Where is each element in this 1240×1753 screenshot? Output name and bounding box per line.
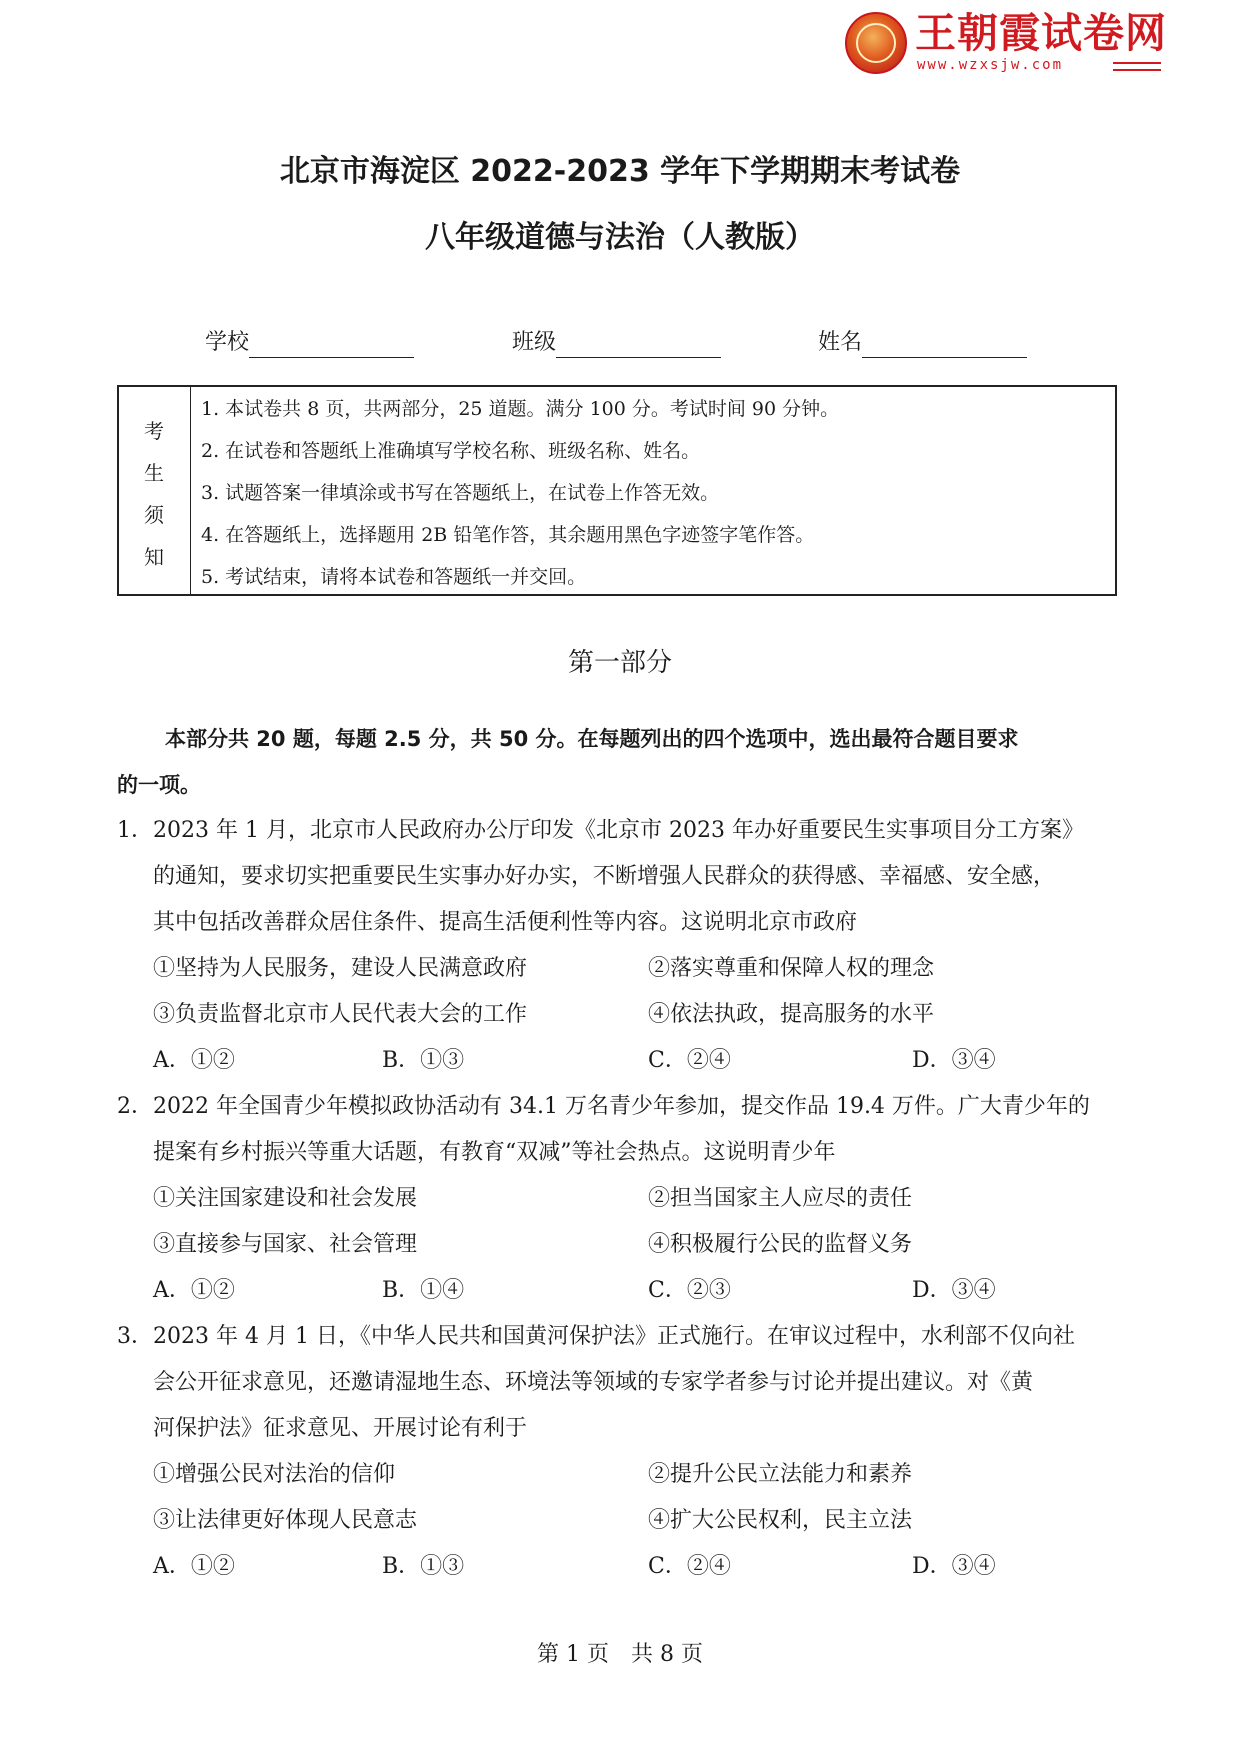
notice-label-char: 知: [144, 545, 164, 569]
logo-name: 王朝霞试卷网: [915, 9, 1167, 57]
statement-item: ②担当国家主人应尽的责任: [648, 1186, 913, 1211]
statement-item: ③让法律更好体现人民意志: [153, 1508, 418, 1533]
answer-option-b[interactable]: B．①④: [382, 1278, 465, 1303]
page-number: 第 1 页 共 8 页: [537, 1642, 703, 1667]
class-blank[interactable]: [556, 331, 721, 358]
notice-item: 4. 在答题纸上，选择题用 2B 铅笔作答，其余题用黑色字迹签字笔作答。: [201, 524, 815, 546]
answer-option-b[interactable]: B．①③: [382, 1048, 465, 1073]
class-label: 班级: [512, 330, 557, 355]
class-field[interactable]: [512, 328, 721, 358]
answer-option-d[interactable]: D．③④: [912, 1554, 996, 1579]
question-stem: 的通知，要求切实把重要民生实事办好办实，不断增强人民群众的获得感、幸福感、安全感，: [153, 864, 1056, 889]
notice-label-char: 须: [144, 503, 164, 527]
notice-label-char: 生: [144, 461, 164, 485]
notice-label-char: 考: [144, 419, 164, 443]
question-number: 2．: [117, 1094, 153, 1119]
answer-option-a[interactable]: A．①②: [153, 1554, 235, 1579]
name-field[interactable]: [818, 328, 1027, 358]
name-label: 姓名: [818, 330, 863, 355]
answer-option-d[interactable]: D．③④: [912, 1278, 996, 1303]
statement-item: ①增强公民对法治的信仰: [153, 1462, 396, 1487]
statement-item: ②落实尊重和保障人权的理念: [648, 956, 935, 981]
statement-item: ①坚持为人民服务，建设人民满意政府: [153, 956, 528, 981]
statement-item: ①关注国家建设和社会发展: [153, 1186, 418, 1211]
statement-item: ②提升公民立法能力和素养: [648, 1462, 913, 1487]
question-stem: 会公开征求意见，还邀请湿地生态、环境法等领域的专家学者参与讨论并提出建议。对《黄: [153, 1370, 1034, 1395]
site-logo: [845, 10, 1165, 76]
logo-url: www.wzxsjw.com: [917, 57, 1064, 73]
question-stem: 2023 年 1 月，北京市人民政府办公厅印发《北京市 2023 年办好重要民生实事项目分工方案》: [153, 818, 1084, 843]
section-intro: 本部分共 20 题，每题 2.5 分，共 50 分。在每题列出的四个选项中，选出最符合题目要求: [165, 727, 1019, 751]
exam-notice-box: [117, 385, 1117, 596]
statement-item: ④扩大公民权利，民主立法: [648, 1508, 913, 1533]
statement-item: ③直接参与国家、社会管理: [153, 1232, 418, 1257]
answer-option-b[interactable]: B．①③: [382, 1554, 465, 1579]
answer-option-a[interactable]: A．①②: [153, 1278, 235, 1303]
notice-item: 5. 考试结束，请将本试卷和答题纸一并交回。: [201, 566, 587, 588]
school-label: 学校: [205, 330, 250, 355]
logo-decoration: [1113, 62, 1161, 71]
question-number: 3．: [117, 1324, 153, 1349]
answer-option-c[interactable]: C．②④: [648, 1048, 731, 1073]
answer-option-a[interactable]: A．①②: [153, 1048, 235, 1073]
logo-emblem-icon: [845, 12, 907, 74]
notice-label-column: [119, 387, 191, 594]
statement-item: ③负责监督北京市人民代表大会的工作: [153, 1002, 528, 1027]
page-subtitle: 八年级道德与法治（人教版）: [425, 220, 815, 255]
answer-option-c[interactable]: C．②③: [648, 1278, 731, 1303]
question-number: 1．: [117, 818, 153, 843]
notice-item: 3. 试题答案一律填涂或书写在答题纸上，在试卷上作答无效。: [201, 482, 720, 504]
answer-option-d[interactable]: D．③④: [912, 1048, 996, 1073]
answer-option-c[interactable]: C．②④: [648, 1554, 731, 1579]
question-stem: 2022 年全国青少年模拟政协活动有 34.1 万名青少年参加，提交作品 19.4 万件。广大青少年的: [153, 1094, 1090, 1119]
statement-item: ④积极履行公民的监督义务: [648, 1232, 913, 1257]
name-blank[interactable]: [862, 331, 1027, 358]
section-intro-cont: 的一项。: [117, 773, 201, 797]
question-stem: 2023 年 4 月 1 日，《中华人民共和国黄河保护法》正式施行。在审议过程中，水利部不仅向社: [153, 1324, 1075, 1349]
section-title: 第一部分: [567, 648, 672, 678]
question-stem: 其中包括改善群众居住条件、提高生活便利性等内容。这说明北京市政府: [153, 910, 858, 935]
statement-item: ④依法执政，提高服务的水平: [648, 1002, 935, 1027]
school-blank[interactable]: [249, 331, 414, 358]
notice-item: 1. 本试卷共 8 页，共两部分，25 道题。满分 100 分。考试时间 90 分钟。: [201, 398, 840, 420]
question-stem: 提案有乡村振兴等重大话题，有教育“双减”等社会热点。这说明青少年: [153, 1140, 836, 1165]
notice-item: 2. 在试卷和答题纸上准确填写学校名称、班级名称、姓名。: [201, 440, 701, 462]
question-stem: 河保护法》征求意见、开展讨论有利于: [153, 1416, 528, 1441]
school-field[interactable]: [205, 328, 414, 358]
page-title: 北京市海淀区 2022-2023 学年下学期期末考试卷: [279, 154, 961, 189]
